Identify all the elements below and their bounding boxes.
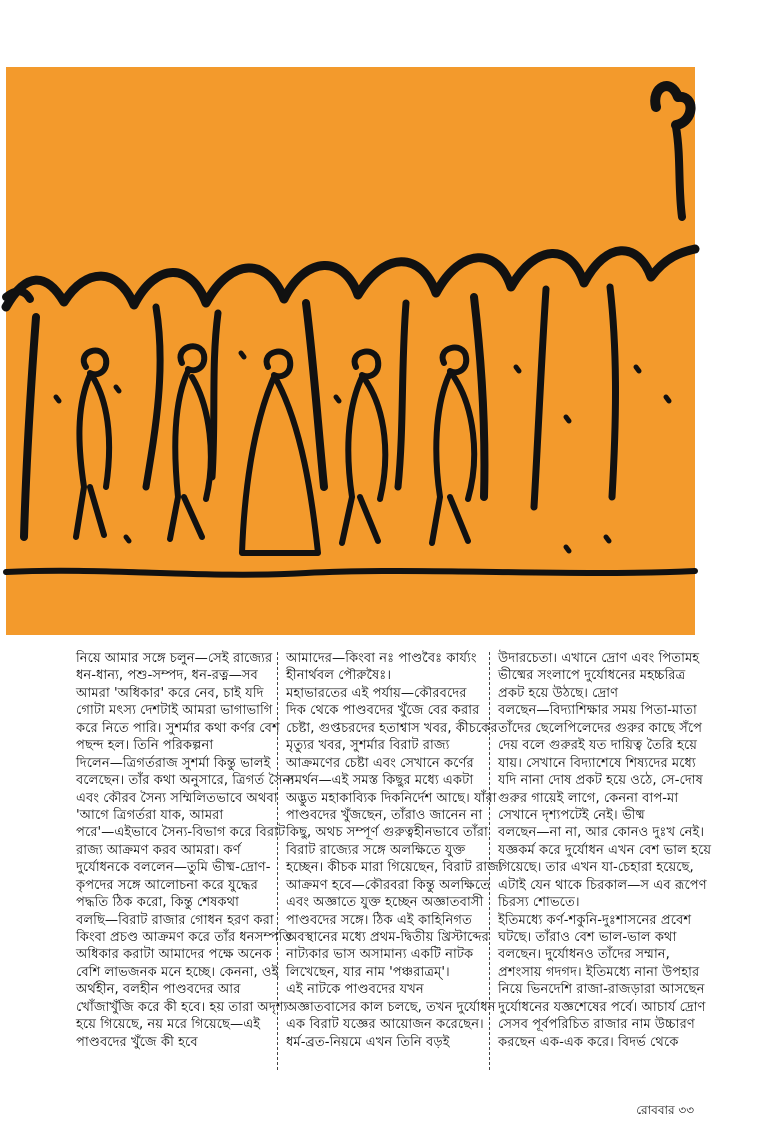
text-line: লিখেছেন, যার নাম 'পঞ্চরাত্রম্'।: [286, 964, 450, 980]
text-line: সেসব পূর্বপরিচিত রাজার নাম উচ্চারণ: [498, 1017, 695, 1033]
text-line: এবং কৌরব সৈন্য সম্মিলিতভাবে অথবা: [76, 790, 278, 806]
text-line: পাণ্ডবদের খুঁজে কী হবে: [76, 1034, 198, 1050]
text-line: ঘটছে। তাঁরাও বেশ ভাল-ভাল কথা: [498, 930, 677, 945]
text-line: দেয় বলে গুরুরই যত দায়িত্ব তৈরি হয়ে: [498, 738, 698, 754]
text-line: দুর্যোধনকে বললেন—তুমি ভীষ্ম-দ্রোণ-: [76, 860, 271, 876]
text-line: অজ্ঞাতবাসের কাল চলছে, তখন দুর্যোধন: [286, 999, 496, 1015]
text-line: কিংবা প্রচণ্ড আক্রমণ করে তাঁর ধনসম্পত্তি: [76, 930, 292, 945]
text-line: নাট্যকার ভাস অসামান্য একটি নাটক: [286, 947, 474, 963]
text-column-3: [498, 650, 712, 1051]
text-line: অদ্ভুত মহাকাব্যিক দিকনির্দেশ আছে। যাঁরা: [286, 790, 497, 806]
text-line: এক বিরাট যজ্ঞের আয়োজন করেছেন।: [286, 1017, 484, 1033]
text-line: হচ্ছেন। কীচক মারা গিয়েছেন, বিরাট রাজ্য: [286, 860, 503, 876]
text-line: উদারচেতা। এখানে দ্রোণ এবং পিতামহ: [498, 651, 700, 666]
text-line: দুর্যোধনের যজ্ঞশেষের পর্বে। আচার্য দ্রোণ: [498, 999, 706, 1015]
text-line: করে নিতে পারি। সুশর্মার কথা কর্ণর বেশ: [76, 720, 280, 736]
text-line: মৃত্যুর খবর, সুশর্মার বিরাট রাজ্য: [286, 738, 450, 754]
text-line: কৃপদের সঙ্গে আলোচনা করে যুদ্ধের: [76, 877, 258, 893]
column-divider: [277, 652, 278, 1070]
text-line: রাজ্য আক্রমণ করব আমরা। কর্ণ: [76, 842, 241, 858]
text-line: নিয়ে আমার সঙ্গে চলুন—সেই রাজ্যের: [76, 651, 273, 666]
page-footer: রোববার ৩৩: [636, 1103, 694, 1117]
text-line: সেখানে দৃশ্যপটেই নেই। ভীষ্ম: [498, 807, 645, 823]
text-line: মহাভারতের এই পর্যায়—কৌরবদের: [286, 685, 467, 701]
text-line: পাণ্ডবদের খুঁজছেন, তাঁরাও জানেন না: [286, 807, 483, 823]
text-line: 'আগে ত্রিগর্তরা যাক, আমরা: [76, 807, 224, 823]
column-divider: [489, 652, 490, 1070]
text-line: এটাই যেন থাকে চিরকাল—স এব রূপেণ: [498, 877, 707, 893]
text-line: যায়। সেখানে বিদ্যাশেষে শিষ্যদের মধ্যে: [498, 755, 696, 771]
text-line: আক্রমণ হবে—কৌরবরা কিন্তু অলক্ষিতে: [286, 877, 491, 893]
text-line: করছেন এক-এক করে। বিদর্ভ থেকে: [498, 1034, 679, 1050]
text-line: বলছেন—না না, আর কোনও দুঃখ নেই।: [498, 825, 705, 841]
text-line: ইতিমধ্যে কর্ণ-শকুনি-দুঃশাসনের প্রবেশ: [498, 912, 692, 928]
text-line: কিছু, অথচ সম্পূর্ণ গুরুত্বহীনভাবে তাঁরা: [286, 825, 488, 841]
text-column-1: [76, 650, 295, 1051]
text-line: বলেছেন। তাঁর কথা অনুসারে, ত্রিগর্ত সৈন্য: [76, 773, 295, 789]
text-line: গুরুর গায়েই লাগে, কেননা বাপ-মা: [498, 790, 679, 806]
text-line: পছন্দ হল। তিনি পরিকল্পনা: [76, 738, 214, 754]
text-line: চিরস্য শোভতে।: [498, 895, 580, 911]
text-line: গোটা মৎস্য দেশটাই আমরা ভাগাভাগি: [76, 703, 273, 719]
text-line: আমরা 'অধিকার' করে নেব, চাই যদি: [76, 685, 264, 701]
text-line: বলছি—বিরাট রাজার গোধন হরণ করা: [76, 912, 274, 928]
illustration: [6, 67, 695, 635]
text-line: বেশি লাভজনক মনে হচ্ছে। কেননা, ওই: [76, 964, 279, 980]
text-line: যজ্ঞকর্ম করে দুর্যোধন এখন বেশ ভাল হয়ে: [498, 842, 712, 858]
text-line: ভীষ্মের সংলাপে দুর্যোধনের মহচ্চরিত্র: [498, 668, 686, 684]
text-line: ধন-ধান্য, পশু-সম্পদ, ধন-রত্ন—সব: [76, 668, 258, 684]
text-line: খোঁজাখুঁজি করে কী হবে। হয় তারা অদৃশ্য: [76, 999, 288, 1015]
text-line: এই নাটকে পাণ্ডবদের যখন: [286, 982, 424, 998]
text-line: হীনার্থবল পৌরুষৈঃ।: [286, 668, 392, 684]
text-column-2: [286, 650, 503, 1051]
text-line: নিয়ে ভিনদেশি রাজা-রাজড়ারা আসছেন: [498, 982, 705, 998]
text-line: দিক থেকে পাণ্ডবদের খুঁজে বের করার: [286, 703, 480, 719]
text-line: পরে'—এইভাবে সৈন্য-বিভাগ করে বিরাট: [76, 825, 286, 841]
pandavas-walking-illustration: [6, 67, 695, 635]
text-line: হয়ে গিয়েছে, নয় মরে গিয়েছে—এই: [76, 1017, 261, 1033]
text-line: বলছেন—বিদ্যাশিক্ষার সময় পিতা-মাতা: [498, 703, 697, 719]
text-line: আক্রমণের চেষ্টা এবং সেখানে কর্ণের: [286, 755, 474, 771]
text-line: প্রশংসায় গদগদ। ইতিমধ্যে নানা উপহার: [498, 964, 700, 980]
text-line: যদি নানা দোষ প্রকট হয়ে ওঠে, সে-দোষ: [498, 773, 703, 789]
text-line: গিয়েছে। তার এখন যা-চেহারা হয়েছে,: [498, 860, 694, 876]
text-line: বলছেন। দুর্যোধনও তাঁদের সম্মান,: [498, 947, 670, 963]
text-line: পদ্ধতি ঠিক করো, কিন্তু শেষকথা: [76, 895, 240, 911]
text-line: ধর্ম-ব্রত-নিয়মে এখন তিনি বড়ই: [286, 1034, 450, 1050]
text-line: অবস্থানের মধ্যে প্রথম-দ্বিতীয় খ্রিস্টাব্দের: [286, 930, 489, 945]
text-line: আমাদের—কিংবা নঃ পাণ্ডবৈঃ কার্য্যং: [286, 651, 477, 666]
text-line: অধিকার করাটা আমাদের পক্ষে অনেক: [76, 947, 272, 963]
text-line: সমর্থন—এই সমস্ত কিছুর মধ্যে একটা: [286, 773, 474, 789]
text-line: অর্থহীন, বলহীন পাণ্ডবদের আর: [76, 982, 241, 998]
text-line: এবং অজ্ঞাতে যুক্ত হচ্ছেন অজ্ঞাতবাসী: [286, 895, 484, 911]
text-line: পাণ্ডবদের সঙ্গে। ঠিক এই কাহিনিগত: [286, 912, 472, 928]
text-line: প্রকট হয়ে উঠছে। দ্রোণ: [498, 685, 619, 701]
text-line: তাঁদের ছেলেপিলেদের গুরুর কাছে সঁপে: [498, 720, 703, 736]
text-line: চেষ্টা, গুপ্তচরদের হতাশ্বাস খবর, কীচকের: [286, 720, 498, 736]
text-line: দিলেন—ত্রিগর্তরাজ সুশর্মা কিন্তু ভালই: [76, 755, 271, 771]
text-line: বিরাট রাজ্যের সঙ্গে অলক্ষিতে যুক্ত: [286, 842, 466, 858]
